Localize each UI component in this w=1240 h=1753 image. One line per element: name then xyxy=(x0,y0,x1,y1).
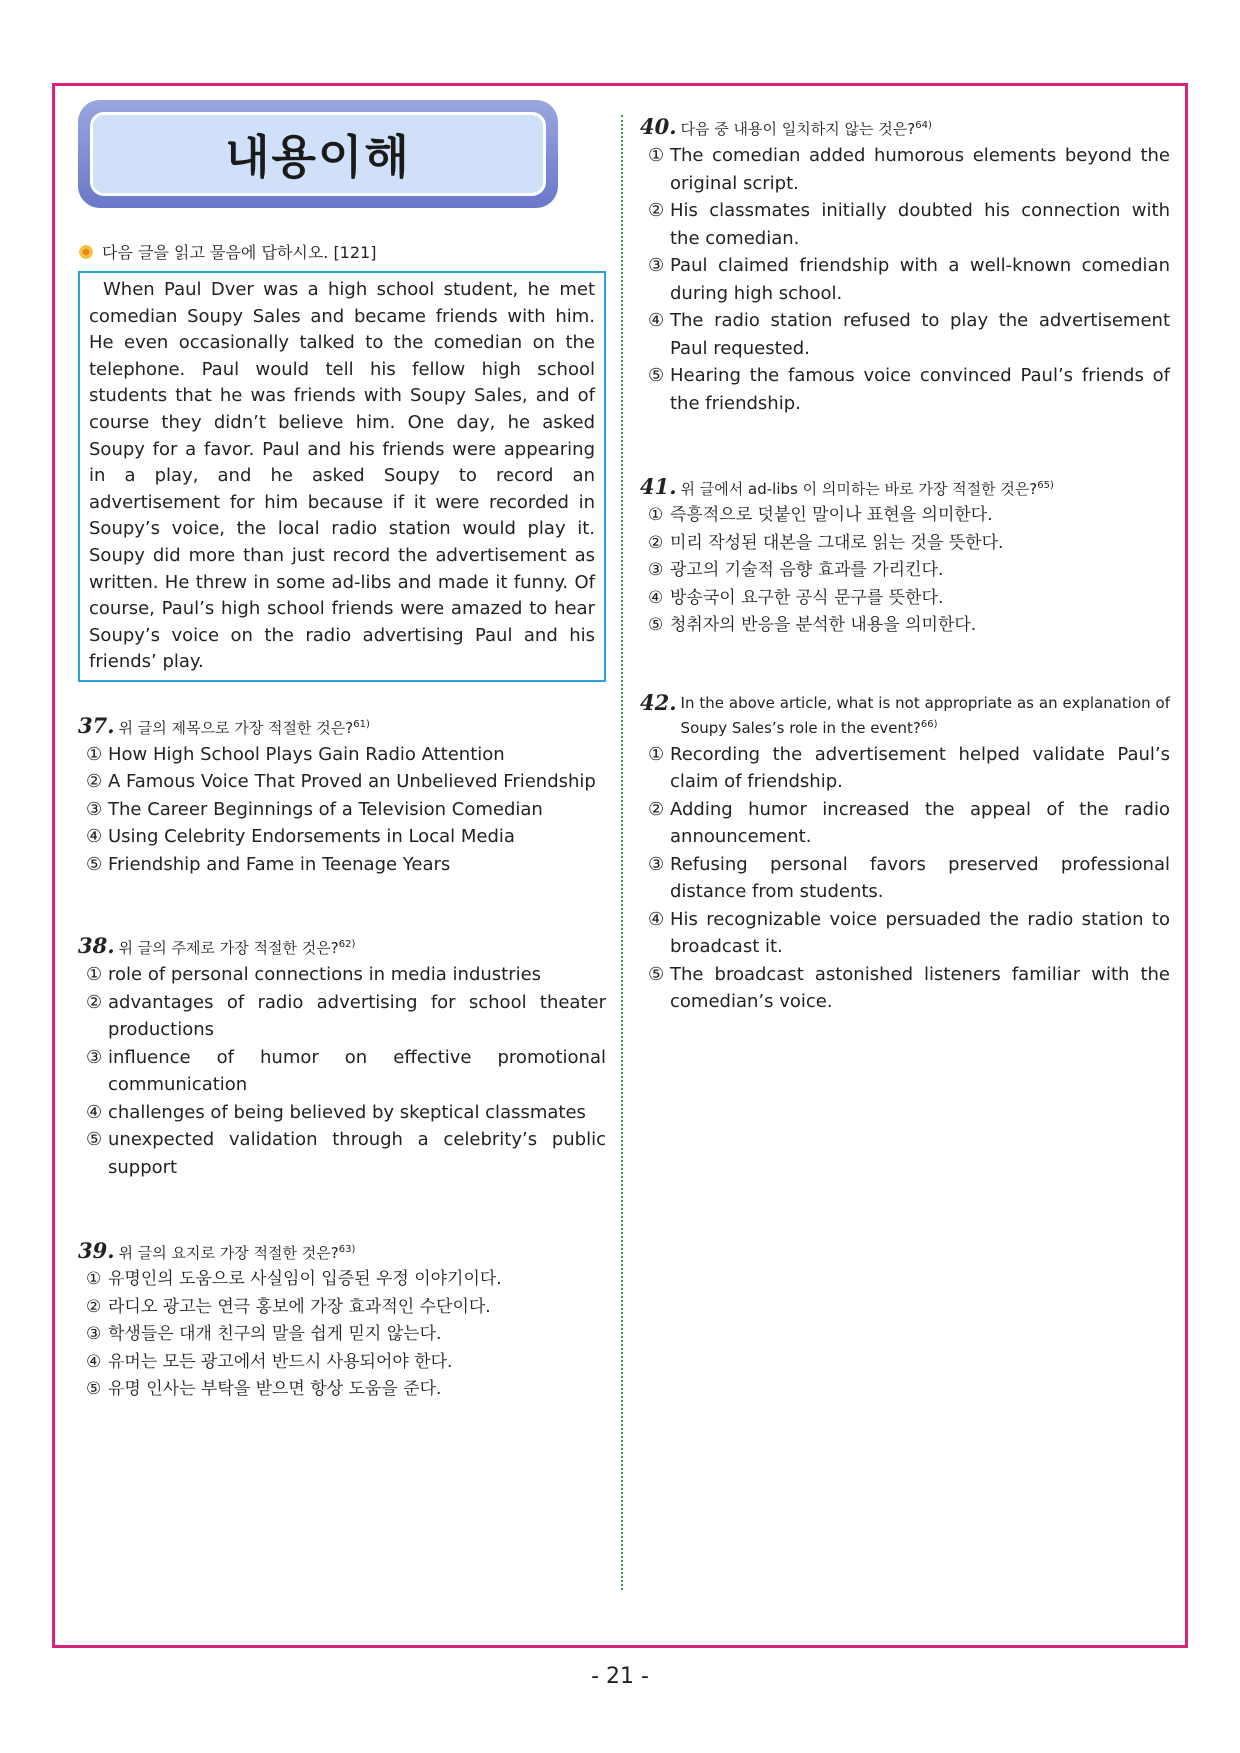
page-number: - 21 - xyxy=(591,1664,649,1689)
question-header xyxy=(78,1239,606,1264)
option-marker: ① xyxy=(86,964,103,986)
option-marker: ① xyxy=(648,145,665,166)
option-text: Paul claimed friendship with a well-known comedian during high school. xyxy=(670,255,1170,304)
answer-options xyxy=(78,1266,606,1404)
option-text: The comedian added humorous elements beyond the original script. xyxy=(670,145,1170,194)
question-42 xyxy=(640,689,1170,1016)
option-text: His classmates initially doubted his connection with the comedian. xyxy=(670,200,1170,249)
option-marker: ③ xyxy=(648,853,665,875)
option-text: The broadcast astonished listeners familiar with the comedian’s voice. xyxy=(670,963,1170,1012)
option-text: Hearing the famous voice convinced Paul’s friends of the friendship. xyxy=(670,365,1170,414)
question-header xyxy=(78,934,606,959)
option-marker: ③ xyxy=(648,255,665,276)
option-text: A Famous Voice That Proved an Unbelieved Friendship xyxy=(108,771,596,793)
question-number: 37. xyxy=(78,712,115,738)
option-marker: ① xyxy=(648,743,665,765)
option-marker: ⑤ xyxy=(648,365,665,386)
passage-box xyxy=(78,271,606,682)
answer-option[interactable] xyxy=(78,1294,606,1322)
option-marker: ⑤ xyxy=(648,615,664,635)
answer-option[interactable] xyxy=(78,1321,606,1349)
flower-icon xyxy=(78,244,94,260)
option-marker: ② xyxy=(86,1296,102,1317)
question-37 xyxy=(78,714,606,879)
option-marker: ④ xyxy=(86,1101,103,1123)
answer-option[interactable] xyxy=(640,851,1170,906)
answer-option[interactable] xyxy=(78,961,606,989)
option-text: 방송국이 요구한 공식 문구를 뜻한다. xyxy=(670,587,944,608)
option-text: How High School Plays Gain Radio Attention xyxy=(108,743,505,765)
option-marker: ④ xyxy=(86,1351,102,1372)
answer-option[interactable] xyxy=(640,307,1170,362)
question-ref: 61) xyxy=(353,718,370,730)
option-text: The radio station refused to play the advertisement Paul requested. xyxy=(670,310,1170,359)
answer-option[interactable] xyxy=(78,851,606,879)
option-text: role of personal connections in media industries xyxy=(108,964,542,986)
option-marker: ② xyxy=(648,798,665,820)
answer-options xyxy=(640,741,1170,1016)
option-marker: ⑤ xyxy=(86,1129,103,1151)
option-marker: ④ xyxy=(648,587,664,608)
answer-option[interactable] xyxy=(640,252,1170,307)
question-stem: 위 글의 제목으로 가장 적절한 것은? xyxy=(118,718,354,737)
option-text: Friendship and Fame in Teenage Years xyxy=(108,853,451,875)
title-banner xyxy=(78,100,558,208)
answer-option[interactable] xyxy=(640,796,1170,851)
option-marker: ② xyxy=(86,991,103,1013)
answer-options xyxy=(640,142,1170,417)
answer-option[interactable] xyxy=(640,142,1170,197)
page-title: 내용이해 xyxy=(225,130,411,184)
option-text: influence of humor on effective promotional communication xyxy=(108,1046,606,1096)
option-text: 광고의 기술적 음향 효과를 가리킨다. xyxy=(670,560,944,580)
question-ref: 62) xyxy=(338,939,356,951)
option-text: Recording the advertisement helped validate Paul’s claim of friendship. xyxy=(670,743,1170,792)
option-text: 청취자의 반응을 분석한 내용을 의미한다. xyxy=(670,615,977,635)
option-marker: ① xyxy=(86,743,103,765)
option-marker: ⑤ xyxy=(86,1379,102,1400)
option-text: 유머는 모든 광고에서 반드시 사용되어야 한다. xyxy=(108,1351,453,1372)
answer-option[interactable] xyxy=(78,796,606,824)
answer-option[interactable] xyxy=(640,585,1170,613)
option-marker: ③ xyxy=(648,560,664,580)
question-number: 39. xyxy=(78,1238,115,1264)
question-header xyxy=(640,475,1170,500)
question-header xyxy=(78,714,606,739)
answer-option[interactable] xyxy=(78,823,606,851)
option-text: advantages of radio advertising for school theater productions xyxy=(108,991,606,1041)
option-text: Refusing personal favors preserved professional distance from students. xyxy=(670,853,1170,902)
instruction xyxy=(78,240,606,263)
answer-option[interactable] xyxy=(78,768,606,796)
option-marker: ① xyxy=(86,1269,102,1290)
question-number: 42. xyxy=(640,689,677,715)
question-stem: 다음 중 내용이 일치하지 않는 것은? xyxy=(680,120,916,138)
answer-options xyxy=(78,961,606,1181)
answer-option[interactable] xyxy=(640,530,1170,558)
answer-option[interactable] xyxy=(78,1126,606,1181)
option-text: 학생들은 대개 친구의 말을 쉽게 믿지 않는다. xyxy=(108,1324,442,1345)
option-marker: ③ xyxy=(86,798,103,820)
answer-option[interactable] xyxy=(78,741,606,769)
question-41 xyxy=(640,475,1170,640)
left-column xyxy=(78,100,606,1404)
option-text: 미리 작성된 대본을 그대로 읽는 것을 뜻한다. xyxy=(670,532,1004,553)
option-text: 유명 인사는 부탁을 받으면 항상 도움을 준다. xyxy=(108,1379,442,1400)
option-text: The Career Beginnings of a Television Comedian xyxy=(108,798,543,820)
right-column xyxy=(640,115,1170,1016)
answer-option[interactable] xyxy=(78,1099,606,1127)
option-marker: ④ xyxy=(648,908,665,930)
question-stem: 위 글의 주제로 가장 적절한 것은? xyxy=(118,939,339,958)
question-ref: 65) xyxy=(1037,480,1054,491)
passage-text: When Paul Dver was a high school student, he met comedian Soupy Sales and became friends with him. He even occasionally talked to the comedian on the telephone. Paul would tell his fellow high school students that he was friends with Soupy Sales, and of course they didn’t believe him. One day, he asked Soupy for a favor. Paul and his friends were appearing in a play, and he asked Soupy to record an advertisement for him because if it were recorded in Soupy’s voice, the local radio station would play it. Soupy did more than just record the advertisement as written. He threw in some ad-libs and made it funny. Of course, Paul’s high school friends were amazed to hear Soupy’s voice on the radio advertising Paul and his friends’ play. xyxy=(89,279,595,673)
question-40 xyxy=(640,115,1170,417)
option-marker: ⑤ xyxy=(648,963,665,985)
answer-options xyxy=(640,502,1170,640)
question-number: 40. xyxy=(640,114,677,139)
column-divider xyxy=(621,115,623,1590)
option-marker: ① xyxy=(648,505,664,525)
answer-option[interactable] xyxy=(640,906,1170,961)
question-number: 41. xyxy=(640,474,677,499)
question-header xyxy=(640,689,1170,739)
option-marker: ② xyxy=(648,200,665,221)
option-text: challenges of being believed by skeptical classmates xyxy=(108,1101,586,1123)
question-header xyxy=(640,115,1170,140)
option-text: His recognizable voice persuaded the radio station to broadcast it. xyxy=(670,908,1170,957)
answer-option[interactable] xyxy=(640,557,1170,585)
option-marker: ③ xyxy=(86,1324,102,1345)
option-text: Using Celebrity Endorsements in Local Media xyxy=(108,826,515,848)
answer-option[interactable] xyxy=(78,1044,606,1099)
answer-option[interactable] xyxy=(78,989,606,1044)
option-text: 라디오 광고는 연극 홍보에 가장 효과적인 수단이다. xyxy=(108,1296,491,1317)
answer-option[interactable] xyxy=(640,197,1170,252)
option-text: 즉흥적으로 덧붙인 말이나 표현을 의미한다. xyxy=(670,505,993,525)
option-marker: ④ xyxy=(648,310,665,331)
option-marker: ② xyxy=(648,532,664,553)
question-38 xyxy=(78,934,606,1181)
option-marker: ④ xyxy=(86,826,103,848)
question-stem: 위 글에서 ad-libs 이 의미하는 바로 가장 적절한 것은? xyxy=(680,480,1038,498)
question-number: 38. xyxy=(78,933,115,959)
question-stem: 위 글의 요지로 가장 적절한 것은? xyxy=(118,1244,339,1263)
answer-option[interactable] xyxy=(78,1266,606,1294)
answer-option[interactable] xyxy=(640,502,1170,530)
option-text: unexpected validation through a celebrity’s public support xyxy=(108,1129,606,1178)
question-ref: 66) xyxy=(920,718,938,730)
answer-option[interactable] xyxy=(640,362,1170,417)
question-ref: 63) xyxy=(338,1244,356,1256)
question-stem: In the above article, what is not appropriate as an explanation of Soupy Sales’s role in the event? xyxy=(680,693,1170,737)
option-marker: ② xyxy=(86,771,103,793)
option-marker: ③ xyxy=(86,1046,103,1068)
answer-option[interactable] xyxy=(78,1349,606,1377)
answer-option[interactable] xyxy=(640,612,1170,640)
answer-option[interactable] xyxy=(640,741,1170,796)
option-text: Adding humor increased the appeal of the radio announcement. xyxy=(670,798,1170,847)
answer-option[interactable] xyxy=(640,961,1170,1016)
question-ref: 64) xyxy=(915,120,932,131)
option-marker: ⑤ xyxy=(86,853,103,875)
instruction-text: 다음 글을 읽고 물음에 답하시오. [121] xyxy=(102,243,377,262)
option-text: 유명인의 도움으로 사실임이 입증된 우정 이야기이다. xyxy=(108,1269,502,1290)
answer-options xyxy=(78,741,606,879)
answer-option[interactable] xyxy=(78,1376,606,1404)
question-39 xyxy=(78,1239,606,1404)
